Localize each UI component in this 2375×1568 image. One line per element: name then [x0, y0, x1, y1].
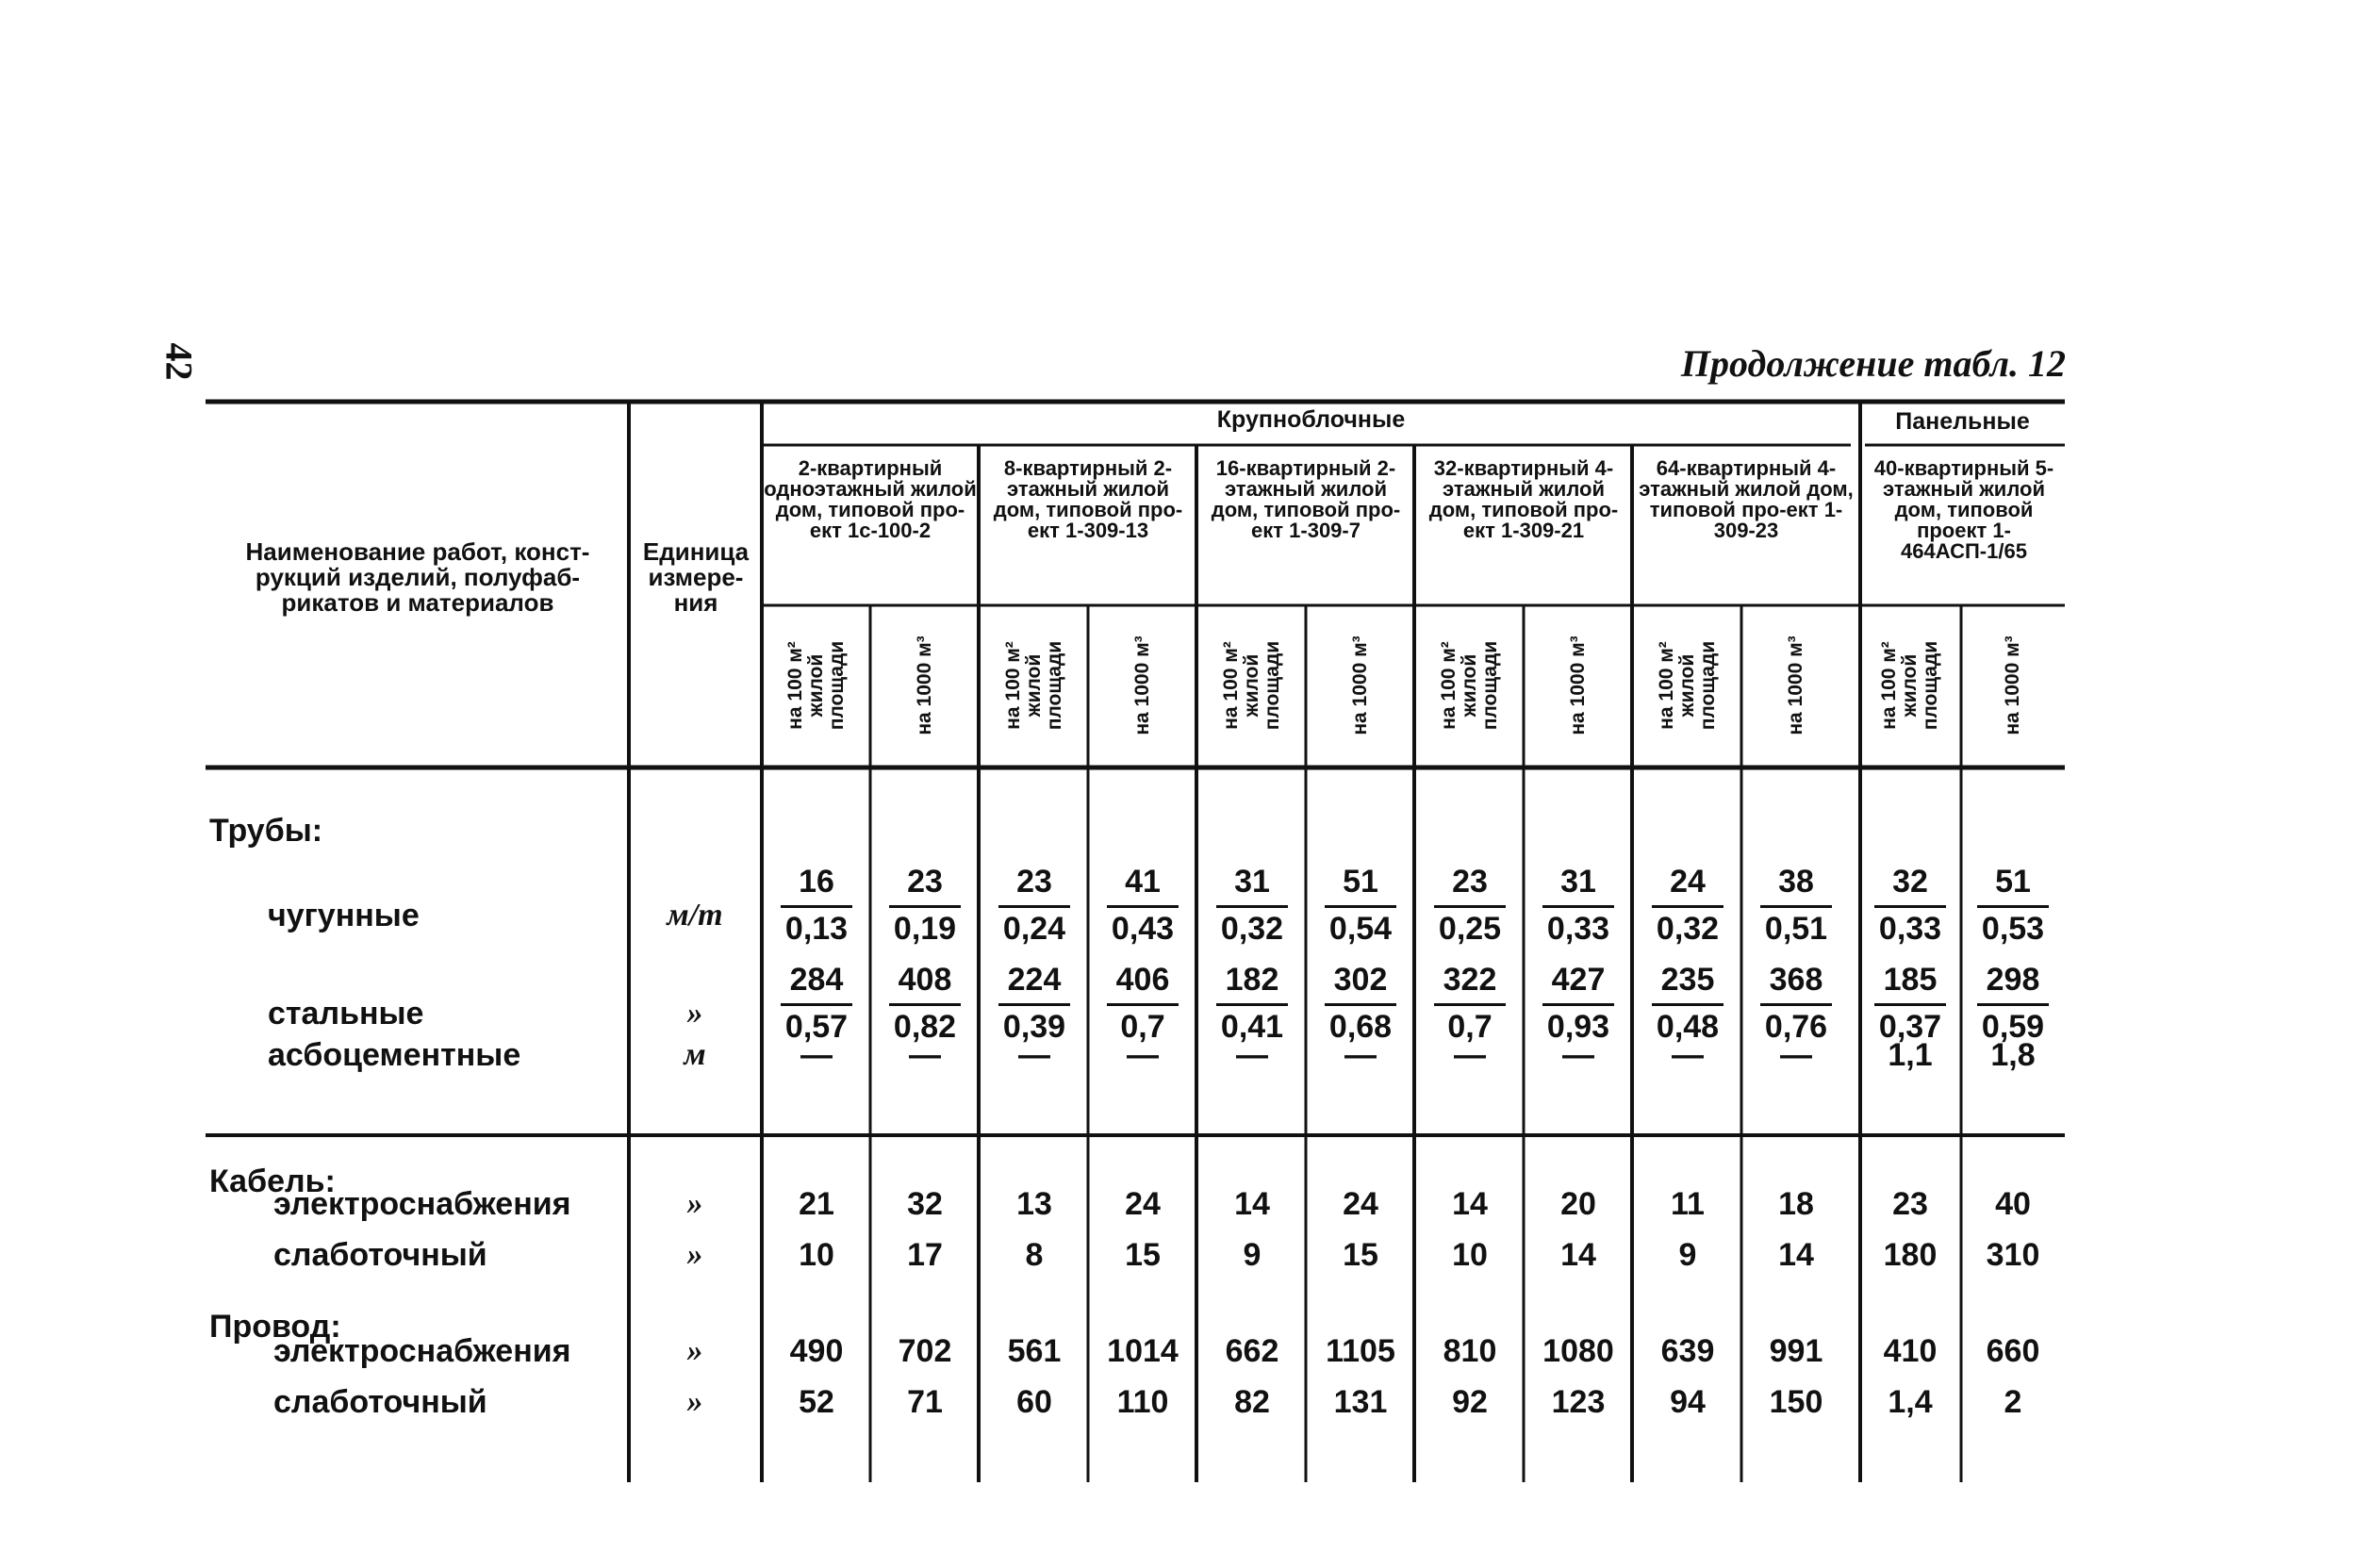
cell-value: 15 [1343, 1237, 1378, 1273]
cell-value-top: 185 [1883, 962, 1938, 998]
cell-value: 1080 [1542, 1333, 1614, 1369]
cell-value-bottom: 0,59 [1981, 1009, 2045, 1045]
cell-value: — [1018, 1037, 1050, 1073]
cell-value-bottom: 0,41 [1220, 1009, 1284, 1045]
subheader-per-100: на 100 м² жилой площади [1220, 640, 1283, 731]
section-pipes: Трубы: [209, 813, 323, 849]
row-name: слаботочный [273, 1237, 487, 1273]
fraction-bar [1542, 905, 1614, 908]
fraction-bar [1977, 905, 2049, 908]
cell-value: — [1236, 1037, 1268, 1073]
cell-value-top: 284 [789, 962, 844, 998]
row-name: асбоцементные [268, 1037, 521, 1073]
subheader-per-100: на 100 м² жилой площади [1656, 640, 1719, 731]
cell-value: — [909, 1037, 941, 1073]
cell-value: 1,8 [1990, 1037, 2036, 1073]
header-house: 32-квартирный 4-этажный жилой дом, типовой про-ект 1-309-21 [1428, 456, 1619, 542]
cell-value: 810 [1443, 1333, 1497, 1369]
cell-value-bottom: 0,93 [1546, 1009, 1610, 1045]
page-number: 42 [157, 342, 201, 381]
cell-value-top: 368 [1769, 962, 1823, 998]
cell-value-bottom: 0,51 [1764, 911, 1828, 947]
header-house: 8-квартирный 2-этажный жилой дом, типовой про-ект 1-309-13 [993, 456, 1183, 542]
header-group-block: Крупноблочные [1216, 406, 1406, 433]
header-house: 2-квартирный одноэтажный жилой дом, типовой про-ект 1с-100-2 [764, 456, 977, 542]
cell-value: 21 [799, 1186, 834, 1222]
header-unit: Единица измере-ния [642, 537, 750, 617]
cell-value: — [1780, 1037, 1812, 1073]
cell-value: 991 [1769, 1333, 1823, 1369]
fraction-bar [1434, 1003, 1506, 1006]
header-house: 16-квартирный 2-этажный жилой дом, типовой про-ект 1-309-7 [1211, 456, 1401, 542]
cell-value: 660 [1986, 1333, 2040, 1369]
fraction-bar [889, 1003, 961, 1006]
header-group-panel: Панельные [1895, 408, 2030, 435]
fraction-bar [1107, 1003, 1179, 1006]
cell-value: 24 [1343, 1186, 1378, 1222]
cell-value-bottom: 0,82 [893, 1009, 957, 1045]
row-unit: » [686, 1333, 703, 1368]
cell-value-top: 182 [1225, 962, 1279, 998]
header-house: 40-квартирный 5-этажный жилой дом, типовой проект 1-464АСП-1/65 [1873, 456, 2054, 563]
cell-value: 18 [1778, 1186, 1814, 1222]
fraction-bar [998, 905, 1070, 908]
fraction-bar [781, 1003, 852, 1006]
header-house: 64-квартирный 4-этажный жилой дом, типовой про-ект 1-309-23 [1639, 456, 1854, 542]
row-unit: » [686, 1237, 703, 1272]
cell-value: 180 [1883, 1237, 1938, 1273]
cell-value: 94 [1670, 1384, 1706, 1420]
cell-value-top: 224 [1007, 962, 1062, 998]
row-unit: » [686, 1186, 703, 1221]
cell-value: — [1672, 1037, 1704, 1073]
cell-value: 1014 [1107, 1333, 1179, 1369]
cell-value-top: 38 [1778, 864, 1814, 900]
cell-value: 639 [1660, 1333, 1715, 1369]
subheader-per-100: на 100 м² жилой площади [1878, 640, 1941, 731]
cell-value: 9 [1243, 1237, 1262, 1273]
cell-value: 110 [1116, 1384, 1169, 1420]
subheader-per-100: на 100 м² жилой площади [784, 640, 848, 731]
cell-value: 40 [1995, 1186, 2031, 1222]
cell-value: — [1562, 1037, 1594, 1073]
subheader-per-1000: на 1000 м³ [914, 635, 935, 735]
cell-value: 71 [907, 1384, 943, 1420]
cell-value: — [800, 1037, 833, 1073]
data-table [206, 398, 2065, 1482]
cell-value-top: 31 [1560, 864, 1596, 900]
cell-value: 17 [907, 1237, 943, 1273]
cell-value-bottom: 0,76 [1764, 1009, 1828, 1045]
cell-value-bottom: 0,24 [1002, 911, 1066, 947]
subheader-per-1000: на 1000 м³ [1567, 635, 1589, 735]
row-name: стальные [268, 996, 424, 1032]
cell-value: 52 [799, 1384, 834, 1420]
fraction-bar [1542, 1003, 1614, 1006]
row-unit: » [686, 1384, 703, 1419]
fraction-bar [1652, 905, 1724, 908]
cell-value: 20 [1560, 1186, 1596, 1222]
cell-value-top: 23 [1452, 864, 1488, 900]
cell-value-top: 408 [898, 962, 952, 998]
cell-value-top: 427 [1551, 962, 1606, 998]
cell-value: 702 [898, 1333, 952, 1369]
fraction-bar [1325, 1003, 1396, 1006]
cell-value-bottom: 0,48 [1656, 1009, 1720, 1045]
row-unit: м [684, 1037, 706, 1072]
cell-value: — [1127, 1037, 1159, 1073]
fraction-bar [889, 905, 961, 908]
row-unit: м/т [667, 898, 723, 933]
cell-value-top: 23 [1016, 864, 1052, 900]
subheader-per-100: на 100 м² жилой площади [1438, 640, 1501, 731]
cell-value-top: 51 [1343, 864, 1378, 900]
cell-value-top: 32 [1892, 864, 1928, 900]
cell-value-bottom: 0,53 [1981, 911, 2045, 947]
fraction-bar [1760, 1003, 1832, 1006]
cell-value: 150 [1769, 1384, 1823, 1420]
row-unit: » [686, 996, 703, 1031]
fraction-bar [998, 1003, 1070, 1006]
cell-value-bottom: 0,57 [784, 1009, 849, 1045]
cell-value-bottom: 0,32 [1656, 911, 1720, 947]
row-name: электроснабжения [273, 1333, 571, 1369]
cell-value-bottom: 0,25 [1438, 911, 1502, 947]
cell-value: 1,4 [1888, 1384, 1933, 1420]
cell-value: 15 [1125, 1237, 1161, 1273]
row-name: электроснабжения [273, 1186, 571, 1222]
row-name: чугунные [268, 898, 420, 933]
cell-value: 23 [1892, 1186, 1928, 1222]
subheader-per-1000: на 1000 м³ [1349, 635, 1371, 735]
cell-value: 1105 [1326, 1333, 1395, 1369]
cell-value-top: 51 [1995, 864, 2031, 900]
fraction-bar [1874, 905, 1946, 908]
cell-value-bottom: 0,33 [1546, 911, 1610, 947]
fraction-bar [1434, 905, 1506, 908]
cell-value-top: 406 [1115, 962, 1170, 998]
cell-value-top: 298 [1986, 962, 2040, 998]
cell-value-bottom: 0,7 [1447, 1009, 1493, 1045]
cell-value: 1,1 [1888, 1037, 1933, 1073]
subheader-per-100: на 100 м² жилой площади [1002, 640, 1065, 731]
fraction-bar [1874, 1003, 1946, 1006]
cell-value: 2 [2004, 1384, 2022, 1420]
fraction-bar [1760, 905, 1832, 908]
section-wire: Провод: [209, 1309, 341, 1345]
cell-value: 490 [789, 1333, 844, 1369]
cell-value: — [1344, 1037, 1377, 1073]
table-caption: Продолжение табл. 12 [1680, 342, 2066, 385]
row-name: слаботочный [273, 1384, 487, 1420]
fraction-bar [1325, 905, 1396, 908]
cell-value-bottom: 0,43 [1111, 911, 1175, 947]
cell-value: 11 [1671, 1186, 1705, 1222]
cell-value: 14 [1234, 1186, 1270, 1222]
subheader-per-1000: на 1000 м³ [1131, 635, 1153, 735]
cell-value-bottom: 0,54 [1328, 911, 1393, 947]
cell-value: 561 [1007, 1333, 1062, 1369]
cell-value: 24 [1125, 1186, 1161, 1222]
cell-value-bottom: 0,68 [1328, 1009, 1393, 1045]
cell-value-bottom: 0,39 [1002, 1009, 1066, 1045]
cell-value: 82 [1234, 1384, 1270, 1420]
cell-value: 10 [799, 1237, 834, 1273]
cell-value: 662 [1225, 1333, 1279, 1369]
fraction-bar [1977, 1003, 2049, 1006]
cell-value: 410 [1883, 1333, 1938, 1369]
fraction-bar [1652, 1003, 1724, 1006]
fraction-bar [1216, 1003, 1288, 1006]
subheader-per-1000: на 1000 м³ [1785, 635, 1806, 735]
cell-value-top: 41 [1125, 864, 1161, 900]
cell-value-bottom: 0,33 [1878, 911, 1942, 947]
cell-value: 13 [1016, 1186, 1052, 1222]
cell-value: 14 [1778, 1237, 1814, 1273]
cell-value: 131 [1333, 1384, 1388, 1420]
cell-value-bottom: 0,13 [784, 911, 849, 947]
cell-value: 9 [1678, 1237, 1697, 1273]
cell-value-bottom: 0,7 [1120, 1009, 1165, 1045]
cell-value: 32 [907, 1186, 943, 1222]
cell-value: 123 [1551, 1384, 1606, 1420]
fraction-bar [1107, 905, 1179, 908]
cell-value-top: 302 [1333, 962, 1388, 998]
subheader-per-1000: на 1000 м³ [2002, 635, 2023, 735]
cell-value-top: 31 [1234, 864, 1270, 900]
cell-value-top: 23 [907, 864, 943, 900]
header-name: Наименование работ, конст-рукций изделий, полуфаб-рикатов и материалов [245, 537, 590, 617]
cell-value: 60 [1016, 1384, 1052, 1420]
fraction-bar [781, 905, 852, 908]
fraction-bar [1216, 905, 1288, 908]
cell-value-bottom: 0,37 [1878, 1009, 1942, 1045]
cell-value: 14 [1452, 1186, 1488, 1222]
cell-value-bottom: 0,32 [1220, 911, 1284, 947]
cell-value: 8 [1025, 1237, 1044, 1273]
cell-value: 10 [1452, 1237, 1488, 1273]
cell-value: — [1454, 1037, 1486, 1073]
cell-value: 14 [1560, 1237, 1596, 1273]
section-cable: Кабель: [209, 1164, 336, 1199]
cell-value: 92 [1452, 1384, 1488, 1420]
cell-value-top: 235 [1660, 962, 1715, 998]
cell-value-top: 24 [1670, 864, 1706, 900]
cell-value: 310 [1986, 1237, 2040, 1273]
cell-value-top: 322 [1443, 962, 1497, 998]
cell-value-bottom: 0,19 [893, 911, 957, 947]
cell-value-top: 16 [799, 864, 834, 900]
